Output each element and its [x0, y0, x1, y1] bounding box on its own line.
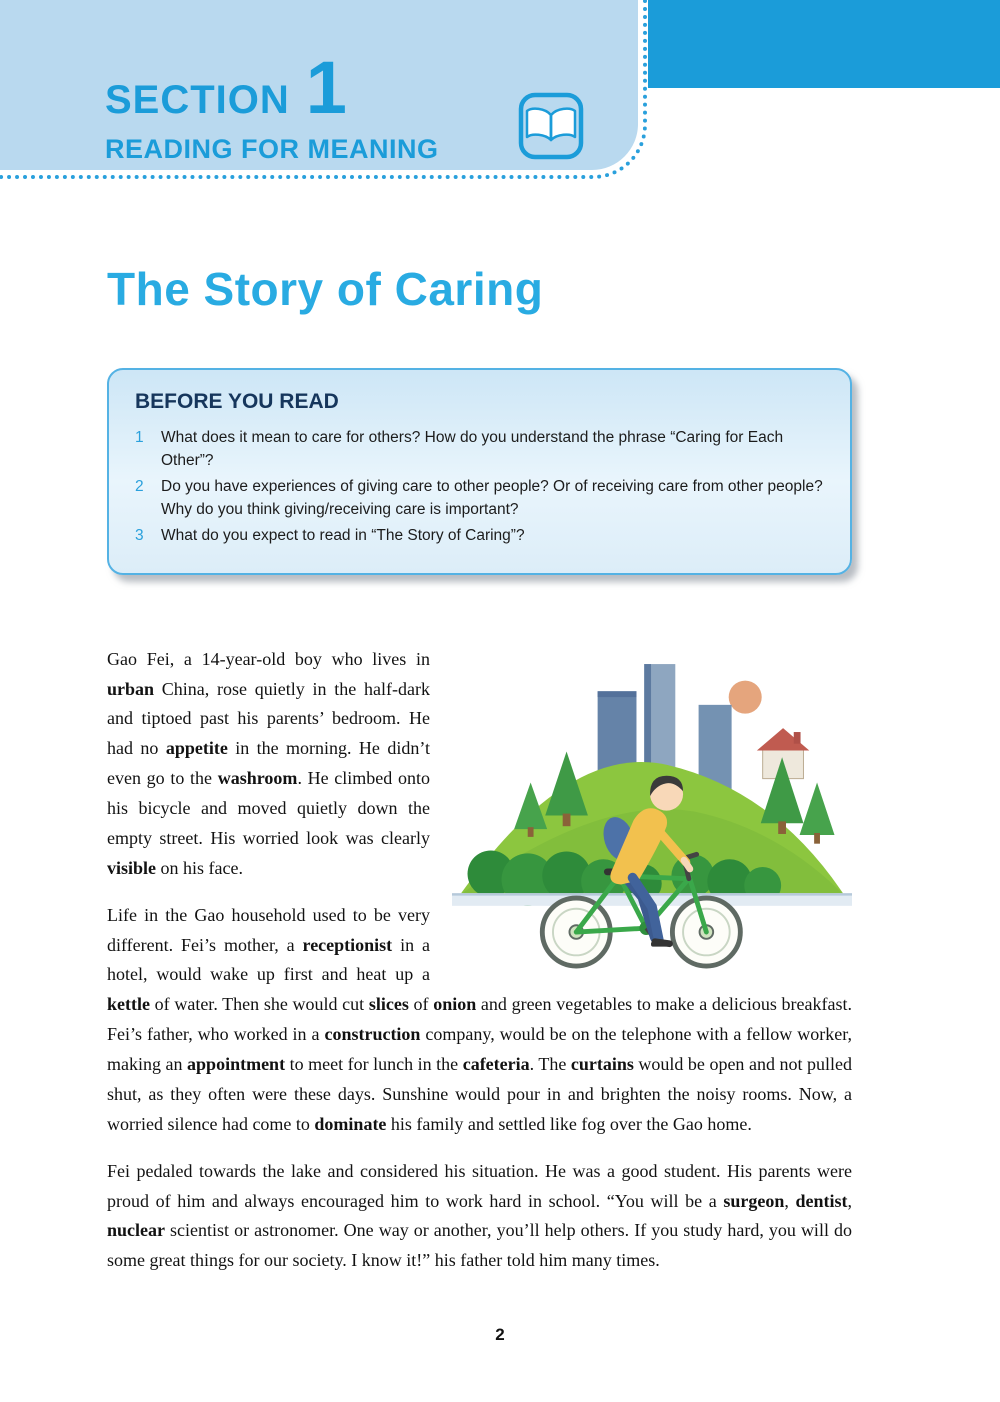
question-number: 1	[135, 429, 144, 446]
section-label: SECTION	[105, 78, 290, 122]
paragraph: Life in the Gao household used to be very different. Fei’s mother, a receptionist in a hotel, would wake up first and heat up a kettle of water. Then she would cut slices of onion and green vegetables to make a delicious breakfast. Fei’s father, who worked in a construction company, would be on the telephone with a fellow worker, making an appointment to meet for lunch in the cafeteria. The curtains would be open and not pulled shut, as they often were these days. Sunshine would pour in and brighten the noisy rooms. Now, a worried silence had come to dominate his family and settled like fog over the Gao home.	[107, 904, 852, 1134]
sun	[729, 680, 762, 713]
paragraph: Fei pedaled towards the lake and considered his situation. He was a good student. His parents were proud of him and always encouraged him to work hard in school. “You will be a surgeon, dentist, nuclear scientist or astronomer. One way or another, you’ll help others. If you study hard, you will do some great things for our society. I know it!” his father told him many times.	[107, 1160, 853, 1271]
question-item	[135, 476, 824, 522]
open-book-icon	[518, 92, 584, 160]
main-content	[107, 262, 852, 1293]
question-text: What do you expect to read in “The Story of Caring”?	[161, 526, 525, 544]
page-title: The Story of Caring	[107, 263, 544, 315]
page-number: 2	[495, 1325, 505, 1344]
header-banner	[0, 0, 638, 170]
reading-passage	[107, 645, 852, 1277]
before-you-read-heading: BEFORE YOU READ	[135, 390, 339, 413]
question-text: Do you have experiences of giving care to other people? Or of receiving care from other people? Why do you think giving/receiving care is important?	[161, 477, 823, 518]
before-you-read-box	[107, 368, 852, 575]
question-item	[135, 525, 824, 548]
paragraph: Gao Fei, a 14-year-old boy who lives in urban China, rose quietly in the half-dark and tiptoed past his parents’ bedroom. He had no appetite in the morning. He didn’t even go to the washroom. He climbed onto his bicycle and moved quietly down the empty street. His worried look was clearly visible on his face.	[107, 648, 430, 878]
section-heading	[105, 46, 347, 129]
boy-riding-bicycle-illustration	[452, 649, 852, 984]
question-number: 3	[135, 526, 144, 544]
header-dark-band	[648, 0, 1000, 88]
question-text: What does it mean to care for others? How do you understand the phrase “Caring for Each Other”?	[161, 429, 784, 469]
question-number: 2	[135, 477, 144, 495]
section-number: 1	[305, 46, 347, 129]
question-item	[135, 427, 824, 473]
section-subtitle: READING FOR MEANING	[105, 134, 439, 164]
